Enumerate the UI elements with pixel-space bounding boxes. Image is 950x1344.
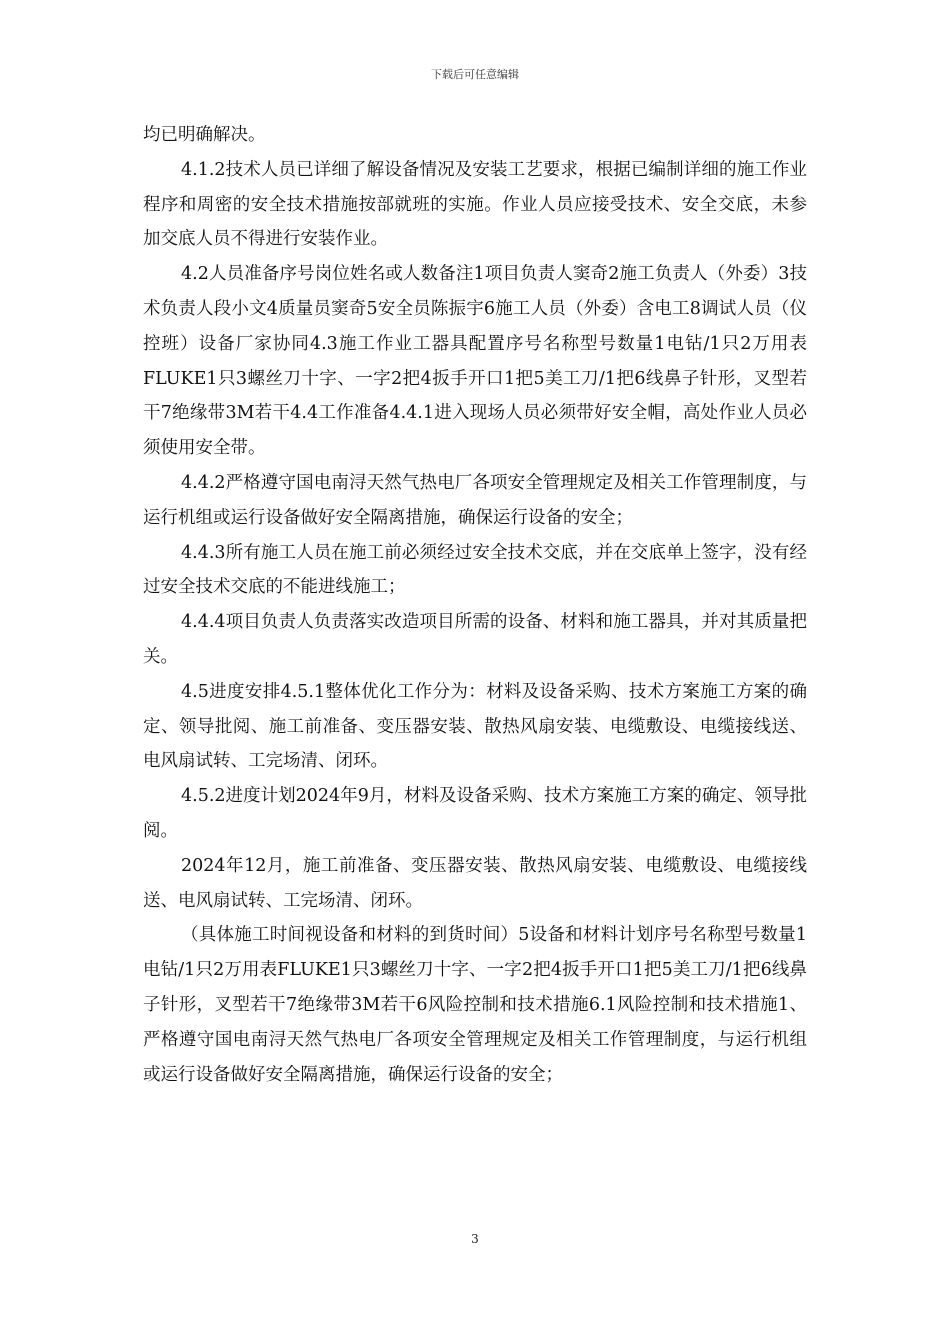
paragraph: 4.1.2技术人员已详细了解设备情况及安装工艺要求，根据已编制详细的施工作业程序和周密的安全技术措施按部就班的实施。作业人员应接受技术、安全交底，未参加交底人员不得进行安装作业。 [143, 159, 807, 250]
paragraph: 2024年12月，施工前准备、变压器安装、散热风扇安装、电缆敷设、电缆接线送、电风扇试转、工完场清、闭环。 [143, 855, 807, 911]
paragraph: 均已明确解决。 [143, 125, 266, 145]
page-number: 3 [471, 1232, 479, 1246]
paragraph: 4.5进度安排4.5.1整体优化工作分为：材料及设备采购、技术方案施工方案的确定、领导批阅、施工前准备、变压器安装、散热风扇安装、电缆敷设、电缆接线送、电风扇试转、工完场清、闭环。 [143, 681, 807, 772]
paragraph: 4.4.2严格遵守国电南浔天然气热电厂各项安全管理规定及相关工作管理制度，与运行机组或运行设备做好安全隔离措施，确保运行设备的安全； [143, 472, 807, 528]
paragraph: （具体施工时间视设备和材料的到货时间）5设备和材料计划序号名称型号数量1电钻/1只2万用表FLUKE1只3螺丝刀十字、一字2把4扳手开口1把5美工刀/1把6线鼻子针形，叉型若干7绝缘带3M若干6风险控制和技术措施6.1风险控制和技术措施1、严格遵守国电南浔天然气热电厂各项安全管理规定及相关工作管理制度，与运行机组或运行设备做好安全隔离措施，确保运行设备的安全； [143, 925, 807, 1085]
paragraph: 4.5.2进度计划2024年9月，材料及设备采购、技术方案施工方案的确定、领导批阅。 [143, 786, 807, 841]
paragraph: 4.4.4项目负责人负责落实改造项目所需的设备、材料和施工器具，并对其质量把关。 [143, 612, 807, 667]
paragraph: 4.4.3所有施工人员在施工前必须经过安全技术交底，并在交底单上签字，没有经过安全技术交底的不能进线施工； [143, 542, 807, 598]
page-header: 下载后可任意编辑 [431, 68, 519, 81]
body-text [143, 118, 807, 1092]
paragraph: 4.2人员准备序号岗位姓名或人数备注1项目负责人窦奇2施工负责人（外委）3技术负责人段小文4质量员窦奇5安全员陈振宇6施工人员（外委）含电工8调试人员（仪控班）设备厂家协同4.3施工作业工器具配置序号名称型号数量1电钻/1只2万用表FLUKE1只3螺丝刀十字、一字2把4扳手开口1把5美工刀/1把6线鼻子针形，叉型若干7绝缘带3M若干4.4工作准备4.4.1进入现场人员必须带好安全帽，高处作业人员必须使用安全带。 [143, 264, 807, 459]
